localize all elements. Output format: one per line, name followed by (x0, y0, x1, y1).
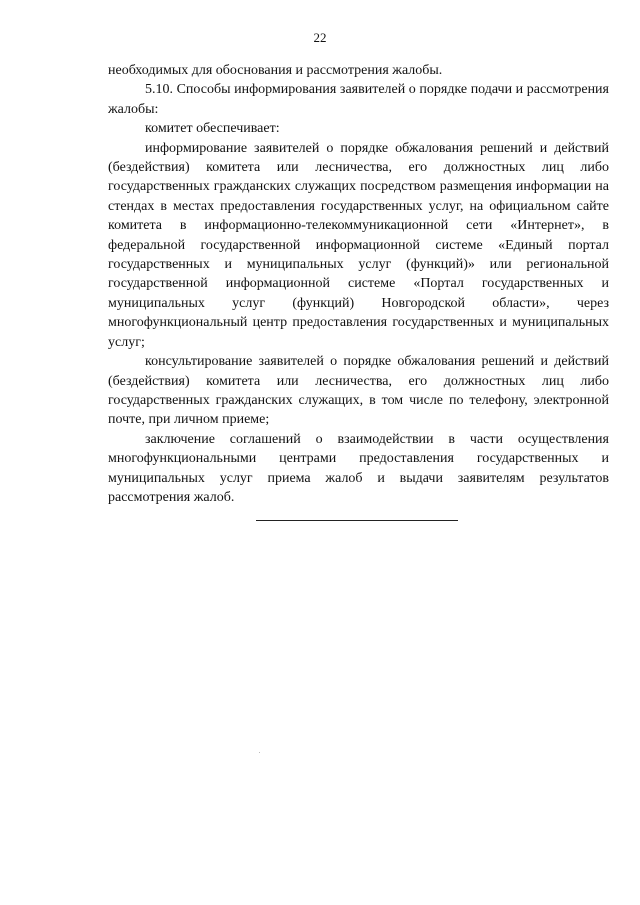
paragraph-informing: информирование заявителей о порядке обжалования решений и действий (бездействия) комитета или лесничества, его должностных лиц либо государственных гражданских служащих посредством размещения информации на стендах в местах предоставления государственных услуг, на официальном сайте комитета в информационно-телекоммуникационной сети «Интернет», в федеральной государственной информационной системе «Единый портал государственных и муниципальных услуг (функций)» или региональной государственной информационной системе «Портал государственных и муниципальных услуг (функций) Новгородской области», через многофункциональный центр предоставления государственных и муниципальных услуг; (108, 140, 609, 350)
body-text (108, 61, 609, 507)
paragraph-committee-provides: комитет обеспечивает: (145, 121, 280, 137)
page-number: 22 (313, 30, 327, 45)
paragraph-consulting: консультирование заявителей о порядке обжалования решений и действий (бездействия) комитета или лесничества, его должностных лиц либо государственных гражданских служащих, в том числе по телефону, электронной почте, при личном приеме; (108, 354, 609, 428)
paragraph-continuation: необходимых для обоснования и рассмотрения жалобы. (108, 63, 443, 78)
paragraph-section-5-10: 5.10. Способы информирования заявителей о порядке подачи и рассмотрения жалобы: (108, 82, 609, 117)
end-of-document-rule (256, 520, 458, 521)
paragraph-agreements: заключение соглашений о взаимодействии в части осуществления многофункциональными центрами предоставления государственных и муниципальных услуг приема жалоб и выдачи заявителям результатов рассмотрения жалоб. (108, 431, 609, 505)
scan-speck (259, 752, 260, 753)
